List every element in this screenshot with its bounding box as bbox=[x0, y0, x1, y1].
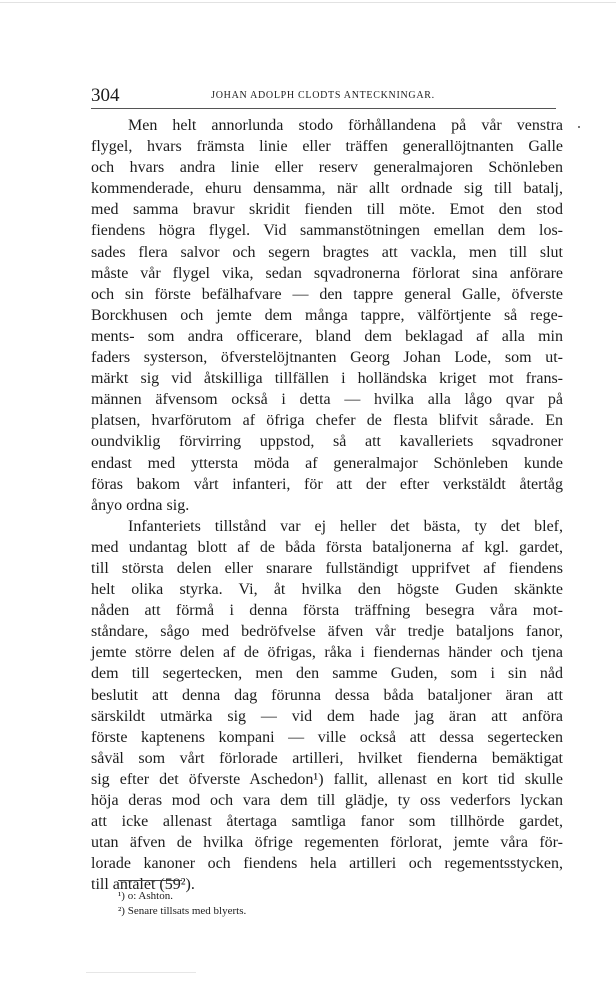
text-line: dem till segertecken, men den samme Guden, som i sin nåd bbox=[91, 665, 563, 683]
text-line: sades flera salvor och segern bragtes att vackla, men till slut bbox=[91, 243, 563, 261]
text-line: utan äfven de hvilka öfrige regementen förlorat, jemte våra för- bbox=[91, 834, 563, 852]
scan-mark bbox=[578, 126, 580, 128]
text-line: lorade kanoner och fiendens hela artilleri och regementsstycken, bbox=[91, 855, 563, 873]
text-line: platsen, hvarförutom af öfriga chefer de flesta blifvit sårade. En bbox=[91, 412, 563, 430]
body-text bbox=[91, 115, 563, 895]
running-title: JOHAN ADOLPH CLODTS ANTECKNINGAR. bbox=[211, 90, 435, 101]
text-line: och hvars andra linie eller reserv generalmajoren Schönleben bbox=[91, 159, 563, 177]
text-line: till antalet (59²). bbox=[91, 876, 195, 894]
text-line: nåden att förmå i denna första träffning besegra våra mot- bbox=[91, 602, 563, 620]
footnote: ¹) o: Ashton. bbox=[118, 890, 173, 902]
text-line: måste vår flygel vika, sedan sqvadronerna förlorat sina anförare bbox=[91, 264, 563, 282]
text-line: föras bakom vårt infanteri, för att der efter verkstäldt återtåg bbox=[91, 475, 563, 493]
text-line: med undantag blott af de båda första bataljonerna af kgl. gardet, bbox=[91, 538, 563, 556]
text-line: faders systerson, öfverstelöjtnanten Georg Johan Lode, som ut- bbox=[91, 349, 563, 367]
text-line: beslutit att denna dag förunna dessa båda bataljoner äran att bbox=[91, 686, 563, 704]
text-line: ments- som andra officerare, bland dem beklagad af alla min bbox=[91, 327, 563, 345]
text-line: sig efter det öfverste Aschedon¹) fallit, allenast en kort tid skulle bbox=[91, 770, 563, 788]
text-line: och sin förste befälhafvare — den tappre general Galle, öfverste bbox=[91, 285, 563, 303]
scan-mark bbox=[86, 972, 196, 973]
text-line: flygel, hvars främsta linie eller träffen generallöjtnanten Galle bbox=[91, 138, 563, 156]
text-line: männen äfvensom också i detta — hvilka alla lågo qvar på bbox=[91, 391, 563, 409]
text-line: jemte större delen af de öfrigas, råka i fiendernas händer och tjena bbox=[91, 644, 563, 662]
text-line: Infanteriets tillstånd var ej heller det bästa, ty det blef, bbox=[128, 517, 563, 535]
text-line: fiendens högra flygel. Vid sammanstötningen emellan dem los- bbox=[91, 222, 563, 240]
text-line: Men helt annorlunda stodo förhållandena på vår venstra bbox=[128, 117, 563, 134]
header-rule bbox=[91, 108, 556, 109]
text-line: att icke allenast återtaga samtliga fanor som tillhörde gardet, bbox=[91, 813, 563, 831]
page-header bbox=[91, 84, 555, 108]
text-line: såväl som vårt förlorade artilleri, hvilket fienderna bemäktigat bbox=[91, 749, 563, 767]
text-line: helt olika styrka. Vi, åt hvilka den högste Guden skänkte bbox=[91, 581, 563, 599]
text-line: endast med yttersta möda af generalmajor Schönleben kunde bbox=[91, 454, 563, 472]
text-line: till största delen eller snarare fullständigt upprifvet af fiendens bbox=[91, 559, 563, 577]
footnote: ²) Senare tillsats med blyerts. bbox=[118, 905, 247, 917]
text-line: särskildt utmärka sig — vid dem hade jag äran att anföra bbox=[91, 707, 563, 725]
page-number: 304 bbox=[91, 85, 120, 106]
text-line: kommenderade, ehuru densamma, när allt ordnade sig till batalj, bbox=[91, 180, 563, 198]
footnotes bbox=[118, 889, 246, 919]
text-line: märkt sig vid åtskilliga tillfällen i holländska kriget mot frans- bbox=[91, 370, 563, 388]
text-line: med samma bravur skridit fienden till möte. Emot den stod bbox=[91, 201, 563, 219]
text-line: ståndare, sågo med bedröfvelse äfven vår tredje bataljons fanor, bbox=[91, 623, 563, 641]
text-line: höja deras mod och vara dem till glädje, ty oss vederfors lyckan bbox=[91, 792, 563, 809]
text-line: förste kaptenens kompani — ville också att dessa segertecken bbox=[91, 728, 563, 746]
scan-mark bbox=[0, 2, 616, 3]
text-line: Borckhusen och jemte dem många tappre, välförtjente så rege- bbox=[91, 306, 563, 324]
footnote-rule bbox=[118, 880, 182, 881]
text-line: ånyo ordna sig. bbox=[91, 496, 190, 514]
text-line: oundviklig förvirring uppstod, så att kavalleriets sqvadroner bbox=[91, 433, 563, 451]
